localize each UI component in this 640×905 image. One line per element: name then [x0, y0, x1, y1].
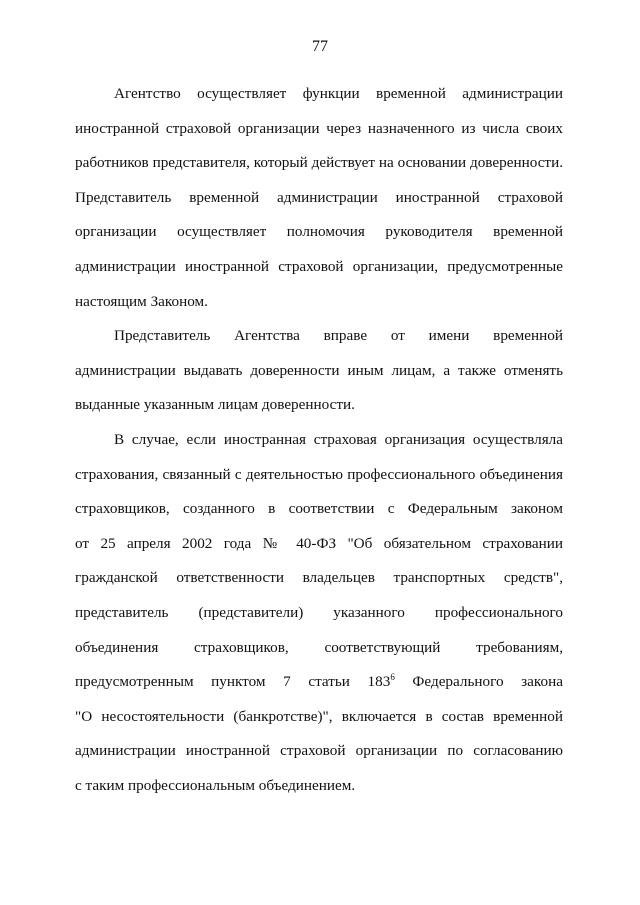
text-line-with-article-reference [75, 665, 563, 700]
text-line: с таким профессиональным объединением. [75, 776, 356, 794]
text-line: В случае, если иностранная страховая организация осуществляла [114, 430, 563, 448]
text-line: "О несостоятельности (банкротстве)", включается в состав временной [75, 707, 563, 725]
text-line: гражданской ответственности владельцев транспортных средств", [75, 569, 563, 587]
text-line: от 25 апреля 2002 года № 40-ФЗ "Об обязательном страховании [75, 534, 563, 552]
text-line: работников представителя, который действует на основании доверенности. [75, 154, 563, 172]
article-reference-suffix: Федерального закона [394, 673, 563, 691]
text-line: страховщиков, созданного в соответствии с Федеральным законом [75, 500, 563, 518]
text-line: администрации иностранной страховой организации по согласованию [75, 742, 563, 760]
page-number: 77 [312, 38, 328, 55]
article-reference-text: предусмотренным пунктом 7 статьи 183 [75, 673, 391, 691]
text-line: страхования, связанный с деятельностью профессионального объединения [75, 465, 563, 483]
text-line: представитель (представители) указанного профессионального [75, 603, 563, 621]
text-line: настоящим Законом. [75, 292, 208, 310]
text-line: иностранной страховой организации через назначенного из числа своих [75, 119, 563, 137]
text-line: администрации выдавать доверенности иным лицам, а также отменять [75, 361, 563, 379]
document-body [75, 77, 563, 803]
text-line: Представитель временной администрации иностранной страховой [75, 188, 563, 206]
paragraph-agency-functions [75, 77, 563, 319]
paragraph-professional-association [75, 423, 563, 804]
text-line: Представитель Агентства вправе от имени временной [114, 327, 563, 345]
text-line: организации осуществляет полномочия руководителя временной [75, 223, 563, 241]
text-line: выданные указанным лицам доверенности. [75, 396, 355, 414]
paragraph-agency-powers-of-attorney [75, 319, 563, 423]
article-superscript: 6 [390, 672, 395, 683]
text-line: Агентство осуществляет функции временной администрации [114, 85, 563, 102]
text-line: объединения страховщиков, соответствующий требованиям, [75, 638, 563, 656]
text-line: администрации иностранной страховой организации, предусмотренные [75, 257, 563, 275]
